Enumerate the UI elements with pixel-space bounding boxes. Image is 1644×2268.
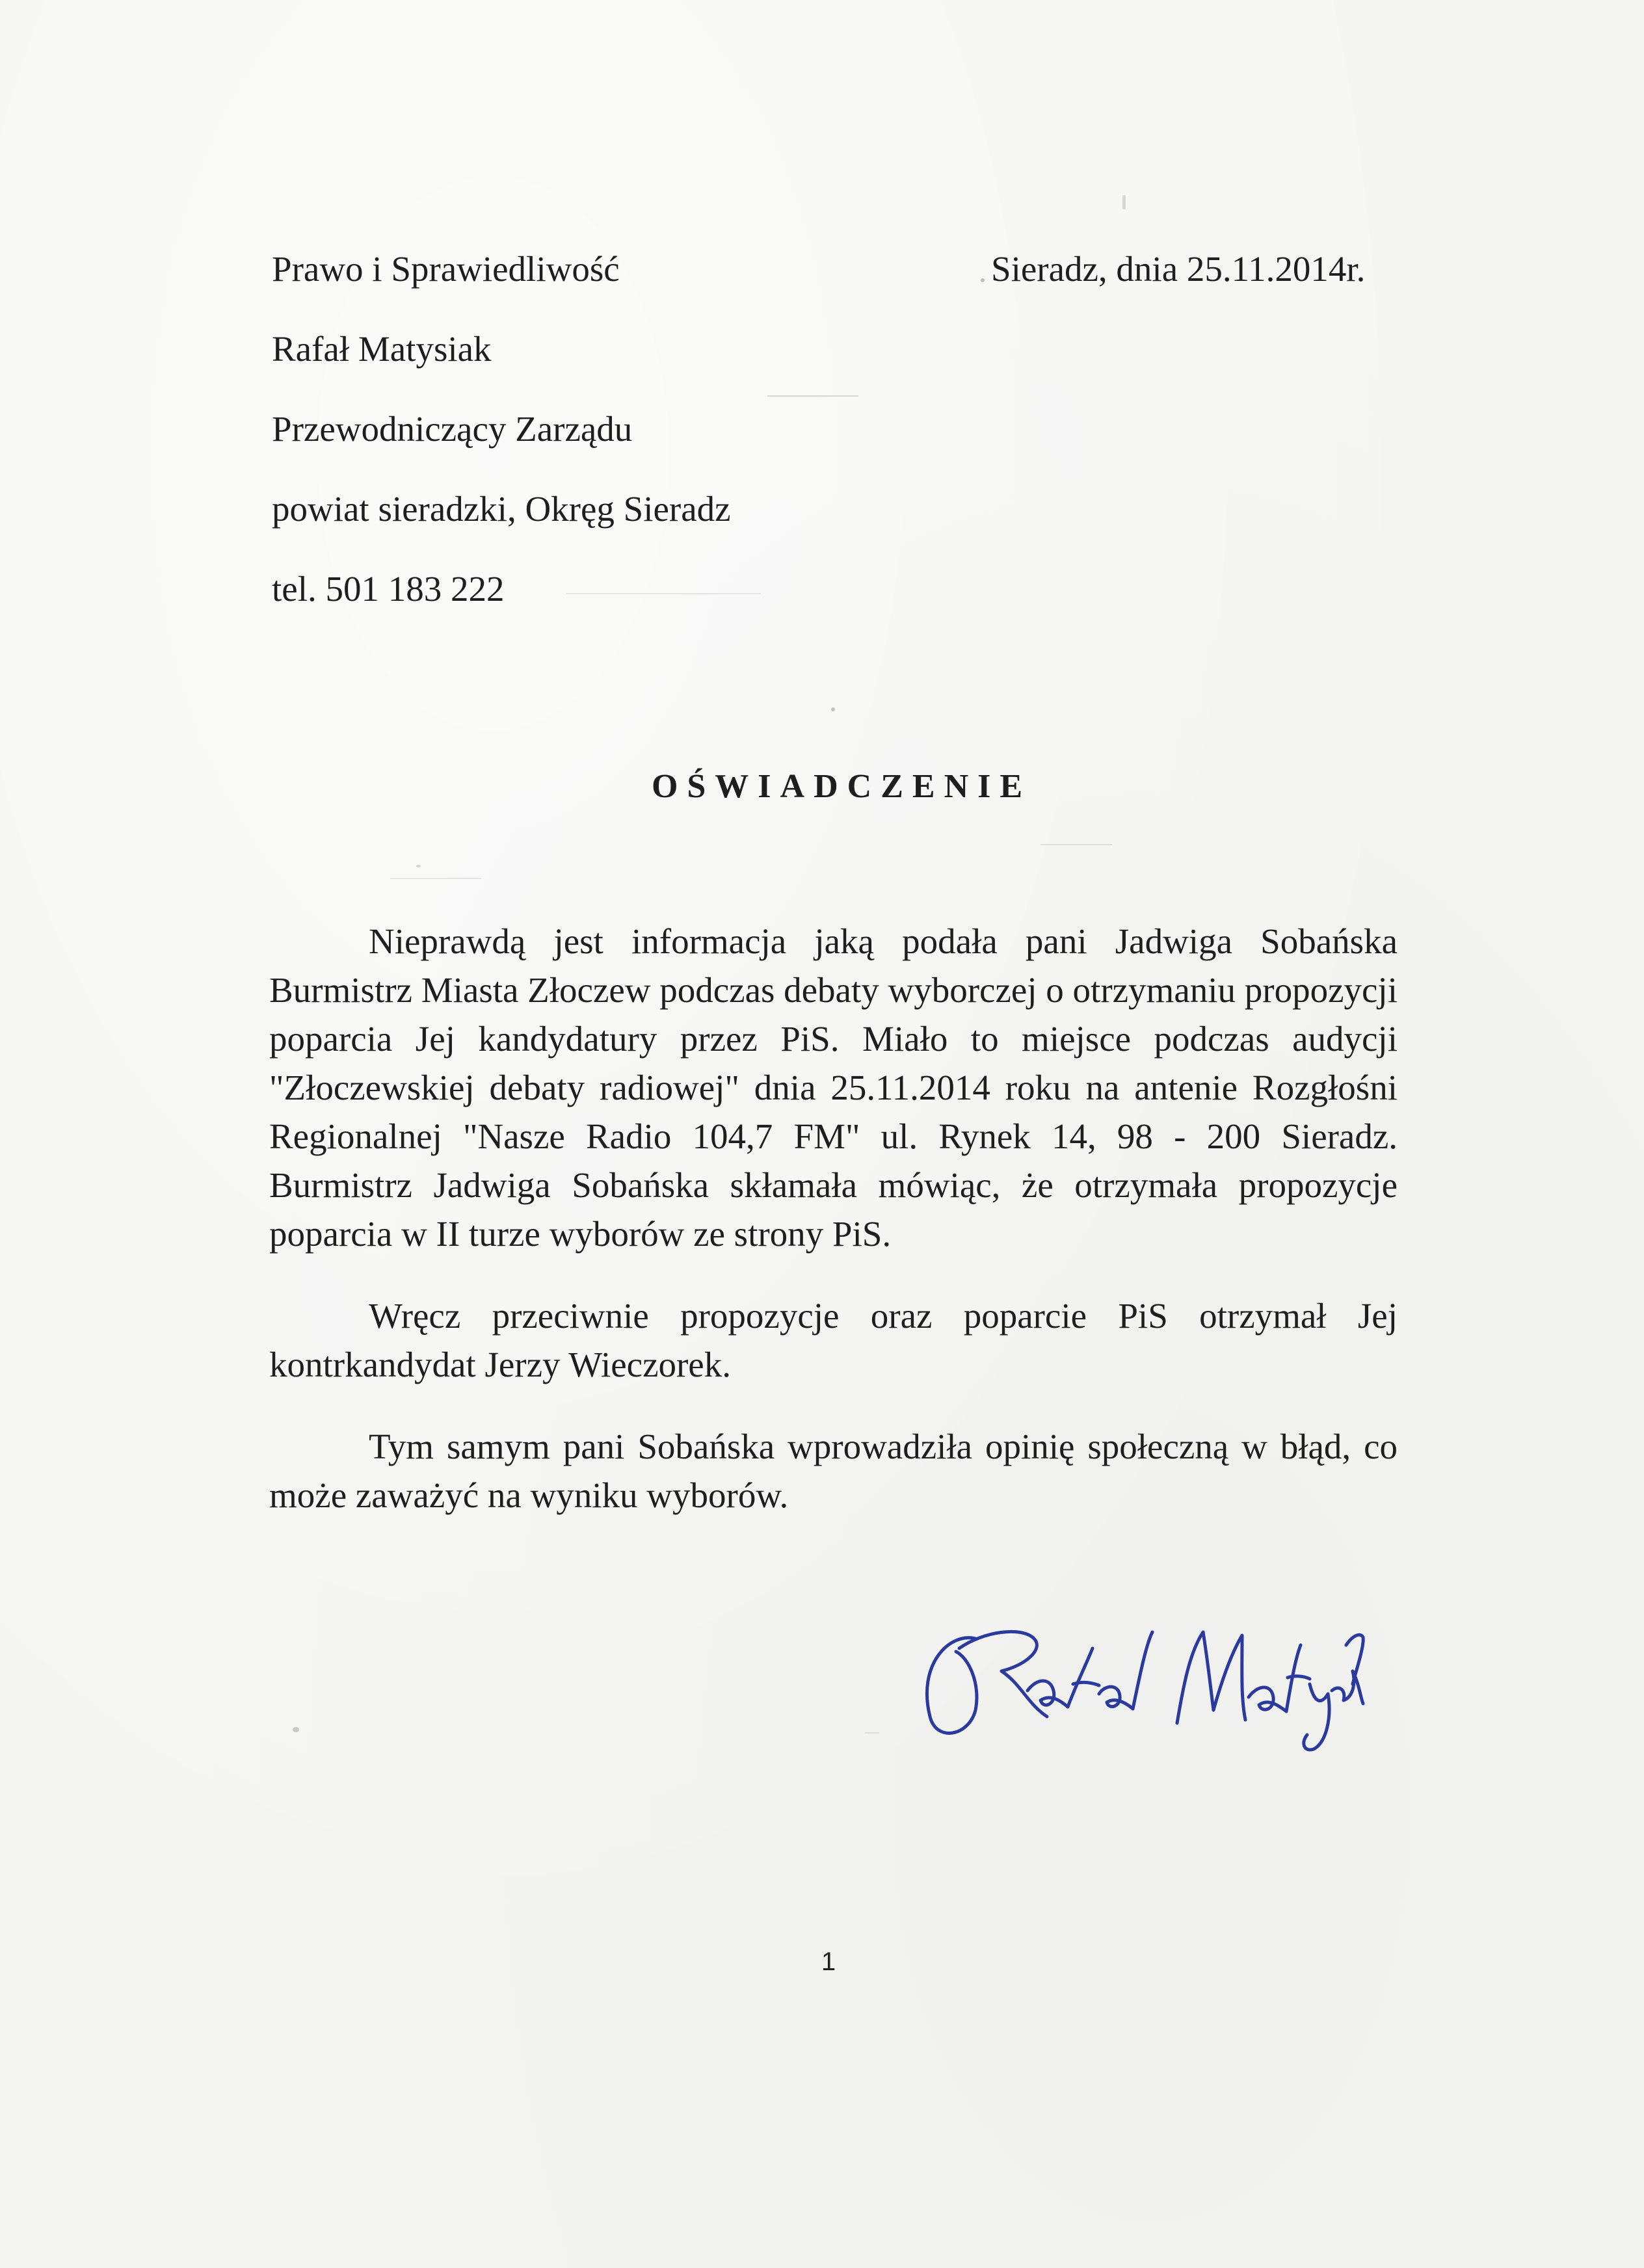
- scan-streak: [1041, 844, 1112, 845]
- handwritten-signature: [897, 1587, 1366, 1756]
- place-and-date: Sieradz, dnia 25.11.2014r.: [991, 249, 1366, 289]
- scan-speck: [293, 1727, 299, 1732]
- scan-speck: [416, 865, 421, 867]
- signature-stroke: [1304, 1684, 1329, 1750]
- document-title: OŚWIADCZENIE: [651, 768, 1032, 805]
- scan-streak: [767, 395, 858, 397]
- scan-speck: [831, 707, 835, 711]
- scan-speck: [1122, 195, 1126, 209]
- signature-stroke: [1177, 1632, 1245, 1723]
- scan-streak: [390, 878, 481, 879]
- sender-organization: Prawo i Sprawiedliwość: [272, 249, 620, 289]
- signature-stroke: [1346, 1635, 1363, 1684]
- scan-speck: [981, 278, 985, 282]
- statement-paragraph: Tym samym pani Sobańska wprowadziła opinię społeczną w błąd, co może zaważyć na wyniku wyborów.: [269, 1427, 1398, 1515]
- sender-district: powiat sieradzki, Okręg Sieradz: [272, 489, 731, 529]
- sender-phone: tel. 501 183 222: [272, 569, 505, 609]
- signature-stroke: [1099, 1687, 1133, 1709]
- sender-name: Rafał Matysiak: [272, 329, 492, 369]
- page-number: 1: [821, 1947, 836, 1976]
- statement-paragraph: Nieprawdą jest informacja jaką podała pani Jadwiga Sobańska Burmistrz Miasta Złoczew podczas debaty wyborczej o otrzymaniu propozycji poparcia Jej kandydatury przez PiS. Miało to miejsce podczas audycji "Złoczewskiej debaty radiowej" dnia 25.11.2014 roku na antenie Rozgłośni Regionalnej "Nasze Radio 104,7 FM" ul. Rynek 14, 98 - 200 Sieradz. Burmistrz Jadwiga Sobańska skłamała mówiąc, że otrzymała propozycje poparcia w II turze wyborów ze strony PiS.: [269, 921, 1398, 1254]
- scan-streak: [865, 1732, 879, 1734]
- sender-block: [272, 229, 731, 629]
- signature-stroke: [1068, 1648, 1099, 1707]
- sender-position: Przewodniczący Zarządu: [272, 409, 633, 449]
- signature-stroke: [1133, 1632, 1152, 1709]
- signature-stroke: [1332, 1671, 1363, 1704]
- signature-stroke: [927, 1638, 976, 1734]
- signature-stroke: [1286, 1645, 1310, 1711]
- signature-stroke: [1249, 1687, 1286, 1711]
- statement-paragraph: Wręcz przeciwnie propozycje oraz poparcie PiS otrzymał Jej kontrkandydat Jerzy Wieczorek.: [269, 1296, 1398, 1384]
- statement-body: [269, 917, 1398, 1553]
